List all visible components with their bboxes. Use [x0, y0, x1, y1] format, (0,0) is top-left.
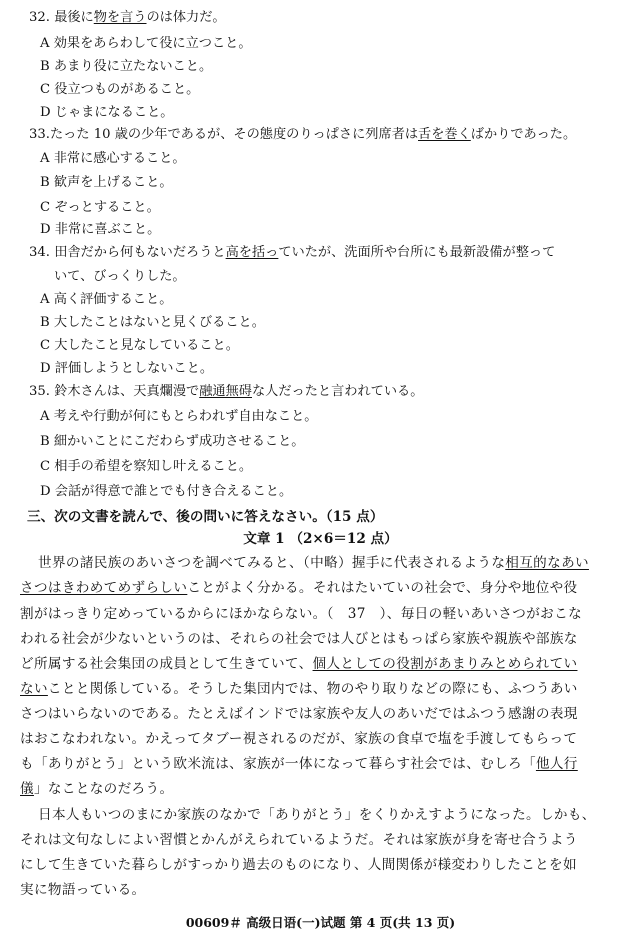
underlined-phrase: 儀 [20, 781, 34, 797]
passage-line [20, 780, 173, 798]
passage-line: 割がはっきり定めっているからにほかならない。（ 37 ）、毎日の軽いあいさつがおこな [20, 606, 583, 622]
q34-option-a: A 高く評価すること。 [40, 292, 173, 307]
passage-line: 日本人もいつのまにか家族のなかで「ありがとう」をくりかえすようになった。しかも、 [38, 807, 596, 823]
underlined-phrase: 高を括っ [225, 245, 279, 260]
question-34-stem [29, 244, 555, 262]
passage-line: はおこなわれない。かえってタブー視されるのだが、家族の食卓で塩を手渡してもらって [20, 731, 578, 747]
question-33-stem [29, 126, 576, 144]
stem-text: ばかりであった。 [470, 127, 577, 142]
question-32-stem [29, 9, 226, 27]
q33-option-c: C ぞっとすること。 [40, 200, 160, 215]
stem-text: のは体力だ。 [146, 10, 226, 25]
q32-option-c: C 役立つものがあること。 [40, 82, 200, 97]
passage-line [20, 680, 578, 698]
q32-option-d: D じゃまになること。 [40, 105, 174, 120]
underlined-phrase: さつはきわめてめずらしい [20, 580, 188, 596]
stem-text: な人だったと言われている。 [252, 384, 424, 399]
q34-option-c: C 大したこと見なしていること。 [40, 338, 239, 353]
passage-line: 実に物語っている。 [20, 882, 146, 898]
underlined-phrase: 融通無碍 [199, 384, 252, 399]
page-footer: 00609＃ 高级日语(一)试题 第 4 页(共 13 页) [185, 915, 456, 930]
article-title: 文章 1 （2×6＝12 点） [243, 531, 398, 547]
q35-option-c: C 相手の希望を察知し叶えること。 [40, 459, 253, 474]
stem-text: たった 10 歳の少年であるが、その態度のりっぱさに列席者は [49, 127, 419, 142]
question-number: 35. [29, 384, 50, 399]
passage-text: ことと関係している。そうした集団内では、物のやり取りなどの際にも、ふつうあい [47, 681, 578, 697]
q34-option-d: D 評価しようとしないこと。 [40, 361, 214, 376]
q32-option-b: B あまり役に立たないこと。 [40, 59, 213, 74]
section-heading: 三、次の文書を読んで、後の問いに答えなさい。（15 点） [27, 509, 384, 525]
q33-option-b: B 歓声を上げること。 [40, 175, 173, 190]
underlined-phrase: 物を言う [93, 10, 147, 25]
underlined-phrase: 相互的なあい [505, 555, 589, 571]
stem-text: ていたが、洗面所や台所にも最新設備が整って [278, 245, 556, 260]
passage-line [38, 554, 589, 572]
q35-option-b: B 細かいことにこだわらず成功させること。 [40, 434, 305, 449]
question-35-stem [29, 383, 423, 401]
question-34-stem-continued: いて、びっくりした。 [54, 269, 186, 284]
question-number: 32. [29, 10, 50, 25]
passage-line [20, 755, 578, 773]
passage-line [20, 579, 577, 597]
underlined-phrase: 舌を巻く [418, 127, 471, 142]
underlined-phrase: 他人行 [535, 756, 578, 772]
passage-text: ど所属する社会集団の成員として生きていて、 [20, 656, 313, 672]
q34-option-b: B 大したことはないと見くびること。 [40, 315, 265, 330]
stem-text: 最後に [54, 10, 94, 25]
question-number: 33. [29, 127, 50, 142]
q33-option-d: D 非常に喜ぶこと。 [40, 222, 161, 237]
passage-text: 」なことなのだろう。 [33, 781, 174, 797]
passage-line: にして生きていた暮らしがすっかり過去のものになり、人間関係が様変わりしたことを如 [20, 857, 577, 873]
passage-line: それは文句なしによい習慣とかんがえられているようだ。それは家族が身を寄せ合うよう [20, 832, 578, 848]
passage-text: 世界の諸民族のあいさつを調べてみると、（中略）握手に代表されるような [38, 555, 506, 571]
passage-line: われる社会が少ないというのは、それらの社会では人びとはもっぱら家族や親族や部族な [20, 631, 578, 647]
q32-option-a: A 効果をあらわして役に立つこと。 [40, 36, 252, 51]
question-number: 34. [29, 245, 50, 260]
passage-text: ことがよく分かる。それはたいていの社会で、身分や地位や役 [187, 580, 578, 596]
stem-text: 田舎だから何もないだろうと [54, 245, 226, 260]
passage-text: も「ありがとう」という欧米流は、家族が一体になって暮らす社会では、むしろ「 [20, 756, 536, 772]
stem-text: 鈴木さんは、天真爛漫で [54, 384, 200, 399]
underlined-phrase: ない [20, 681, 48, 697]
passage-line [20, 655, 577, 673]
q35-option-a: A 考えや行動が何にもとらわれず自由なこと。 [40, 409, 318, 424]
passage-line: さつはいらないのである。たとえばインドでは家族や友人のあいだではふつう感謝の表現 [20, 706, 578, 722]
q33-option-a: A 非常に感心すること。 [40, 151, 186, 166]
underlined-phrase: 個人としての役割があまりみとめられてい [312, 656, 578, 672]
q35-option-d: D 会話が得意で誰とでも付き合えること。 [40, 484, 293, 499]
